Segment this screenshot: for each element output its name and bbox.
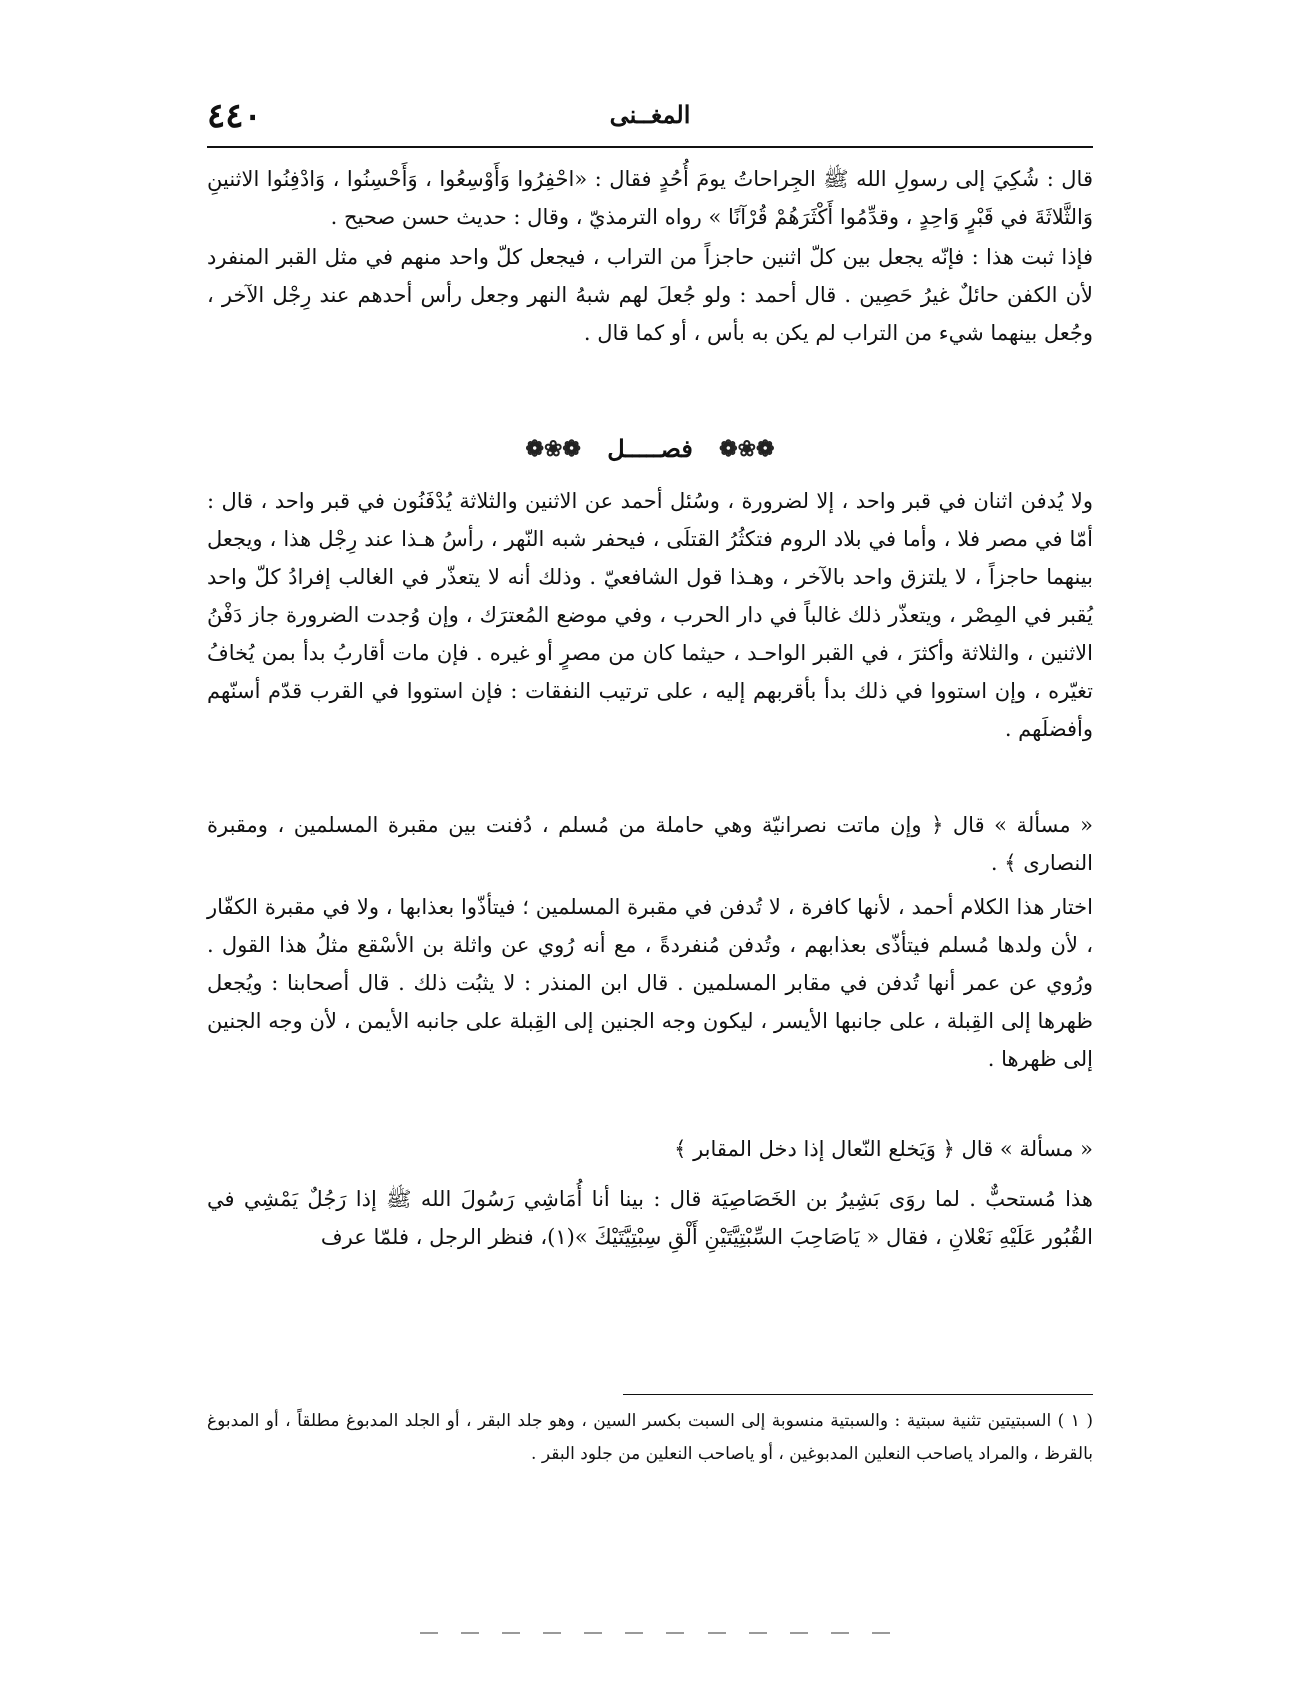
footnote: ( ١ ) السبتيتين تثنية سبتية : والسبتية منسوبة إلى السبت بكسر السين ، وهو جلد البقر ، أو الجلد المدبوغ مطلقاً ، أو المدبوغ بالقرظ ، والمراد ياصاحب النعلين المدبوغين ، أو ياصاحب النعلين من جلود البقر . xyxy=(207,1411,1093,1464)
masala-paragraph: « مسألة » قال ﴿ وَيَخلع النّعال إذا دخل المقابر ﴾ xyxy=(674,1137,1093,1161)
hadith-paragraph: قال : شُكِيَ إلى رسولِ الله ﷺ الجِراحاتُ يومَ أُحُدٍ فقال : «احْفِرُوا وَأَوْسِعُوا ، وَأَحْسِنُوا ، وَادْفِنُوا الاثنينِ وَالثَّلاثَةَ في قَبْرٍ وَاحِدٍ ، وقدِّمُوا أَكْثَرَهُمْ قُرْآنًا » رواه الترمذيّ ، وقال : حديث حسن صحيح . xyxy=(207,167,1093,229)
page-number: ٤٤٠ xyxy=(207,96,262,136)
ornament-right-icon: ❁❀❁ xyxy=(719,435,775,462)
footnote-rule xyxy=(623,1394,1093,1395)
masala-paragraph: « مسألة » قال ﴿ وإن ماتت نصرانيّة وهي حاملة من مُسلم ، دُفنت بين مقبرة المسلمين ، ومقبرة النصارى ﴾ . xyxy=(207,813,1093,875)
body-paragraph: اختار هذا الكلام أحمد ، لأنها كافرة ، لا تُدفن في مقبرة المسلمين ؛ فيتأذّوا بعذابها ، ولا في مقبرة الكفّار ، لأن ولدها مُسلم فيتأذّى بعذابهم ، وتُدفن مُنفردةً ، مع أنه رُوي عن واثلة بن الأسْقع مثلُ هذا القول . ورُوي عن عمر أنها تُدفن في مقابر المسلمين . قال ابن المنذر : لا يثبُت ذلك . قال أصحابنا : ويُجعل ظهرها إلى القِبلة ، على جانبها الأيسر ، ليكون وجه الجنين إلى القِبلة على جانبه الأيمن ، لأن وجه الجنين إلى ظهرها . xyxy=(207,895,1093,1071)
page-header xyxy=(207,96,1093,140)
ornament-left-icon: ❁❀❁ xyxy=(525,435,581,462)
section-heading xyxy=(207,432,1093,476)
body-paragraph: هذا مُستحبٌّ . لما روَى بَشِيرُ بن الخَصَاصِيَة قال : بينا أنا أُمَاشِي رَسُولَ الله ﷺ إذا رَجُلٌ يَمْشِي في القُبُور عَلَيْهِ نَعْلانِ ، فقال « يَاصَاحِبَ السِّبْتِيَّتَيْنِ أَلْقِ سِبْتِيَّتَيْكَ »(١)، فنظر الرجل ، فلمّا عرف xyxy=(207,1187,1093,1249)
header-rule xyxy=(207,146,1093,148)
ruling-paragraph: فإذا ثبت هذا : فإنّه يجعل بين كلّ اثنين حاجزاً من التراب ، فيجعل كلّ واحد منهم في مثل القبر المنفرد لأن الكفن حائلٌ غيرُ حَصِين . قال أحمد : ولو جُعلَ لهم شبهُ النهر وجعل رأس أحدهم عند رِجْل الآخر ، وجُعل بينهما شيء من التراب لم يكن به بأس ، أو كما قال . xyxy=(207,245,1093,345)
section-label: فصـــــل xyxy=(607,434,693,463)
body-paragraph: ولا يُدفن اثنان في قبر واحد ، إلا لضرورة ، وسُئل أحمد عن الاثنين والثلاثة يُدْفَنُون في قبر واحد ، قال : أمّا في مصر فلا ، وأما في بلاد الروم فتكثُرُ القتلَى ، فيحفر شبه النّهر ، رأسُ هـذا عند رِجْل هذا ، ويجعل بينهما حاجزاً ، لا يلتزق واحد بالآخر ، وهـذا قول الشافعيّ . وذلك أنه لا يتعذّر في الغالب إفرادُ كلّ واحد يُقبر في المِصْر ، ويتعذّر ذلك غالباً في دار الحرب ، وفي موضع المُعترَك ، وإن وُجدت الضرورة جاز دَفْنُ الاثنين ، والثلاثة وأكثرَ ، في القبر الواحـد ، حيثما كان من مصرٍ أو غيره . فإن مات أقاربُ بدأ بمن يُخافُ تغيّره ، وإن استووا في ذلك بدأ بأقربهم إليه ، على ترتيب النفقات : فإن استووا في القرب قدّم أسنّهم وأفضلَهم . xyxy=(207,489,1093,741)
page-bottom-marks xyxy=(420,1632,890,1642)
running-title: المغــنى xyxy=(609,100,691,129)
